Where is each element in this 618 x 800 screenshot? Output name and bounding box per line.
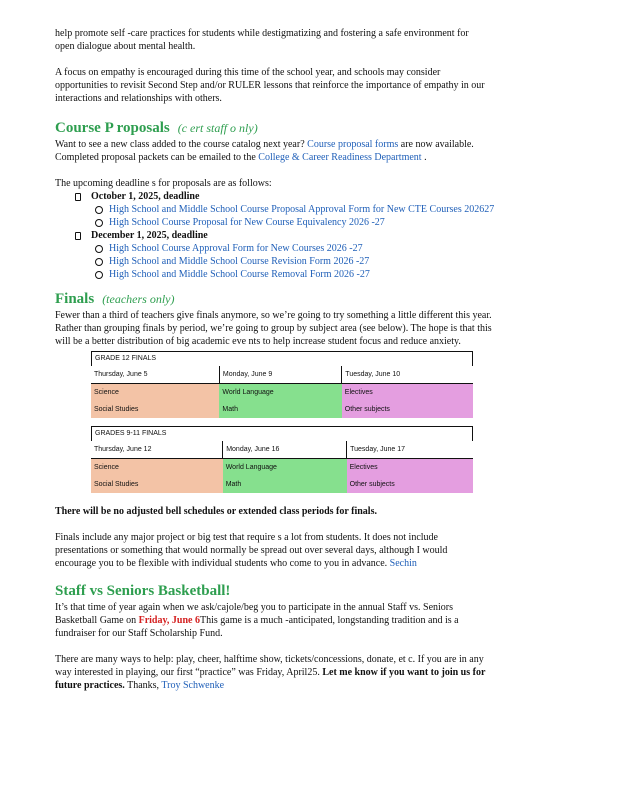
basketball-line: fundraiser for our Staff Scholarship Fund.: [55, 628, 223, 639]
deadline-date: December 1, 2025, deadline: [91, 230, 208, 241]
form-list: [91, 242, 567, 281]
deadline-list: [55, 190, 567, 281]
form-link-item: [91, 216, 567, 229]
thanks-text: Thanks,: [124, 680, 162, 691]
no-adjusted-schedule-note: [55, 505, 567, 518]
deadline-item: [55, 190, 567, 229]
grades9-11-finals-table: [91, 441, 473, 493]
form-link[interactable]: High School Course Proposal for New Course Equivalency 2026 -27: [109, 217, 385, 228]
subject-cell: World Language: [219, 384, 341, 402]
subject-cell: Electives: [342, 384, 473, 402]
subject-cell: World Language: [223, 459, 347, 477]
table-header-row: [91, 366, 473, 384]
finals-heading-text: Finals: [55, 291, 95, 307]
table-row: [91, 384, 473, 402]
table-row: [91, 401, 473, 418]
form-link-item: [91, 242, 567, 255]
day-header: Monday, June 16: [223, 441, 347, 459]
subject-cell: Electives: [347, 459, 473, 477]
basketball-text: Basketball Game on: [55, 615, 139, 626]
basketball-help-line: [55, 666, 567, 679]
troy-schwenke-link[interactable]: Troy Schwenke: [161, 680, 225, 691]
empathy-line: A focus on empathy is encouraged during this time of the school year, and schools may consider: [55, 67, 441, 78]
basketball-help-line: There are many ways to help: play, cheer, halftime show, tickets/concessions, donate, et c. If you are in any: [55, 654, 484, 665]
basketball-help-text: way interested in playing, our first “practice” was Friday, April25.: [55, 667, 323, 678]
game-date: Friday, June 6: [138, 615, 200, 626]
finals-detail-text: encourage you to be flexible with individual students who come to you in advance.: [55, 558, 390, 569]
ccr-department-link[interactable]: College & Career Readiness Department: [258, 152, 422, 163]
day-header: Thursday, June 5: [91, 366, 219, 384]
finals-line: Fewer than a third of teachers give finals anymore, so we’re going to try something a little different this year.: [55, 310, 492, 321]
form-link[interactable]: High School and Middle School Course Removal Form 2026 -27: [109, 269, 370, 280]
intro-line: help promote self -care practices for students while destigmatizing and fostering a safe environment for: [55, 28, 469, 39]
no-adjusted-text: There will be no adjusted bell schedules or extended class periods for finals.: [55, 506, 377, 517]
finals-detail-line: Finals include any major project or big test that require s a lot from students. It does not include: [55, 532, 438, 543]
course-proposals-heading: [55, 118, 567, 138]
empathy-line: interactions and relationships with others.: [55, 93, 222, 104]
grade12-finals-table: [91, 366, 473, 418]
join-practice-text: future practices.: [55, 680, 125, 691]
join-practice-text: Let me know if you want to join us for: [322, 667, 486, 678]
finals-detail-line: [55, 557, 567, 570]
sechin-link[interactable]: Sechin: [389, 558, 417, 569]
grades9-11-table-title: GRADES 9-11 FINALS: [91, 426, 473, 441]
finals-schedule: [91, 351, 473, 493]
form-list: [91, 203, 567, 229]
form-link[interactable]: High School and Middle School Course Revision Form 2026 -27: [109, 256, 370, 267]
basketball-line: [55, 614, 567, 627]
finals-detail-line: presentations or something that would normally be spread out over several days, although I would: [55, 545, 448, 556]
form-link[interactable]: High School Course Approval Form for New Courses 2026 -27: [109, 243, 363, 254]
basketball-line: It’s that time of year again when we ask/cajole/beg you to participate in the annual Staff vs. Seniors: [55, 602, 454, 613]
day-header: Monday, June 9: [219, 366, 341, 384]
basketball-text: This game is a much -anticipated, longstanding tradition and is a: [200, 615, 459, 626]
finals-line: Rather than grouping finals by period, we’re going to group by subject area (see below). The hope is that this: [55, 323, 492, 334]
subject-cell: Other subjects: [342, 401, 473, 418]
subject-cell: Math: [219, 401, 341, 418]
subject-cell: Math: [223, 476, 347, 493]
upcoming-deadlines-text: The upcoming deadline s for proposals are as follows:: [55, 178, 272, 189]
course-heading-sub: (c ert staff o nly): [177, 121, 258, 135]
course-proposal-forms-link[interactable]: Course proposal forms: [307, 139, 399, 150]
subject-cell: Science: [91, 459, 223, 477]
day-header: Tuesday, June 10: [342, 366, 473, 384]
intro-line: open dialogue about mental health.: [55, 41, 196, 52]
subject-cell: Other subjects: [347, 476, 473, 493]
form-link-item: [91, 268, 567, 281]
course-line: [55, 151, 567, 164]
form-link[interactable]: High School and Middle School Course Proposal Approval Form for New CTE Courses 202627: [109, 204, 495, 215]
table-row: [91, 476, 473, 493]
course-line-text: Want to see a new class added to the course catalog next year?: [55, 139, 308, 150]
table-header-row: [91, 441, 473, 459]
table-row: [91, 459, 473, 477]
course-line: [55, 138, 567, 151]
course-line-text: are now available.: [398, 139, 474, 150]
basketball-heading: Staff vs Seniors Basketball!: [55, 583, 231, 599]
deadline-date: October 1, 2025, deadline: [91, 191, 200, 202]
empathy-line: opportunities to revisit Second Step and/or RULER lessons that reinforce the importance of empathy in our: [55, 80, 485, 91]
day-header: Tuesday, June 17: [347, 441, 473, 459]
deadline-item: [55, 229, 567, 281]
course-line-text: .: [421, 152, 427, 163]
course-heading-text: Course P roposals: [55, 120, 170, 136]
finals-heading: [55, 289, 567, 309]
basketball-help-line: [55, 679, 567, 692]
form-link-item: [91, 255, 567, 268]
subject-cell: Science: [91, 384, 219, 402]
subject-cell: Social Studies: [91, 401, 219, 418]
finals-heading-sub: (teachers only): [102, 292, 175, 306]
finals-line: will be a better distribution of big academic eve nts to help increase student focus and reduce anxiety.: [55, 336, 461, 347]
day-header: Thursday, June 12: [91, 441, 223, 459]
grade12-table-title: GRADE 12 FINALS: [91, 351, 473, 366]
subject-cell: Social Studies: [91, 476, 223, 493]
course-line-text: Completed proposal packets can be emailed to the: [55, 152, 259, 163]
newsletter-page: [55, 27, 567, 692]
form-link-item: [91, 203, 567, 216]
